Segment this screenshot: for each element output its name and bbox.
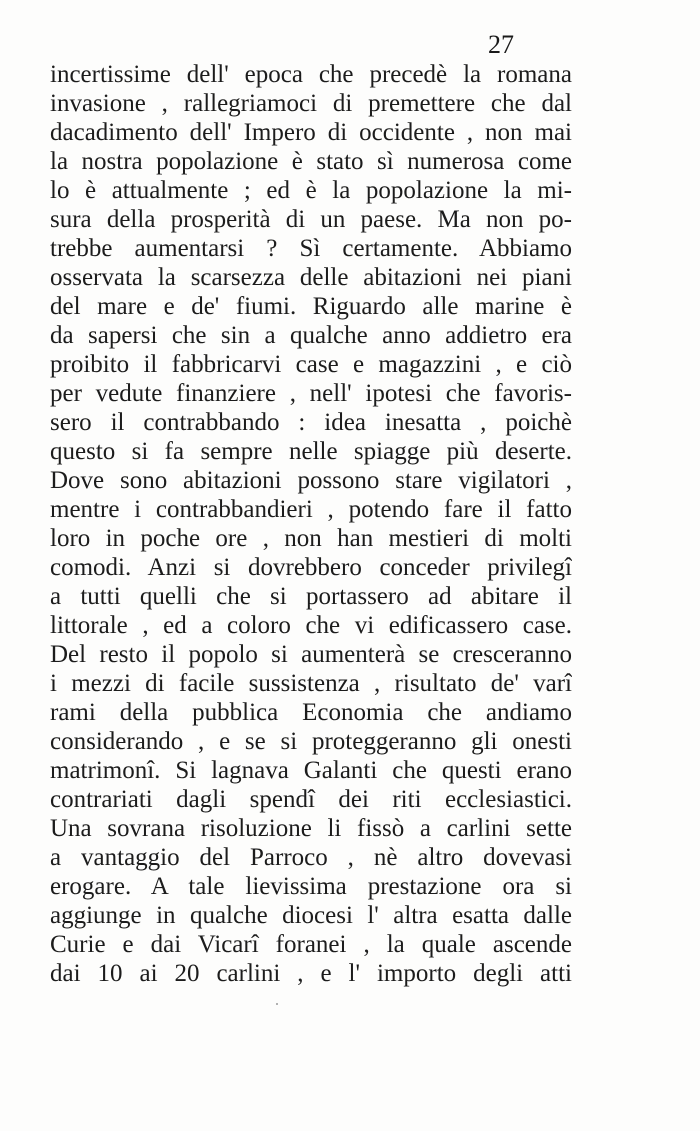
text-line: matrimonî. Si lagnava Galanti che questi erano [50, 757, 572, 784]
text-line: Del resto il popolo si aumenterà se cresceranno [50, 641, 572, 668]
text-line: trebbe aumentarsi ? Sì certamente. Abbiamo [50, 235, 572, 262]
text-line: i mezzi di facile sussistenza , risultato de' varî [50, 670, 572, 697]
text-line: dai 10 ai 20 carlini , e l' importo degli atti [50, 960, 572, 987]
text-line: aggiunge in qualche diocesi l' altra esatta dalle [50, 902, 572, 929]
text-line: considerando , e se si proteggeranno gli onesti [50, 728, 572, 755]
text-line: mentre i contrabbandieri , potendo fare il fatto [50, 496, 572, 523]
text-line: incertissime dell' epoca che precedè la romana [50, 61, 572, 88]
text-line: Dove sono abitazioni possono stare vigilatori , [50, 467, 572, 494]
text-line: del mare e de' fiumi. Riguardo alle marine è [50, 293, 572, 320]
text-line: loro in poche ore , non han mestieri di molti [50, 525, 572, 552]
text-line: lo è attualmente ; ed è la popolazione la mi- [50, 177, 572, 204]
text-line: sero il contrabbando : idea inesatta , poichè [50, 409, 572, 436]
text-line: sura della prosperità di un paese. Ma non po- [50, 206, 572, 233]
text-line: dacadimento dell' Impero di occidente , non mai [50, 119, 572, 146]
text-line: littorale , ed a coloro che vi edificassero case. [50, 612, 572, 639]
text-line: comodi. Anzi si dovrebbero conceder privilegî [50, 554, 572, 581]
text-line: osservata la scarsezza delle abitazioni nei piani [50, 264, 572, 291]
text-line: erogare. A tale lievissima prestazione ora si [50, 873, 572, 900]
text-line: a vantaggio del Parroco , nè altro dovevasi [50, 844, 572, 871]
text-line: Curie e dai Vicarî foranei , la quale ascende [50, 931, 572, 958]
text-line: da sapersi che sin a qualche anno addietro era [50, 322, 572, 349]
text-line: questo si fa sempre nelle spiagge più deserte. [50, 438, 572, 465]
text-line: per vedute finanziere , nell' ipotesi che favoris- [50, 380, 572, 407]
text-line: invasione , rallegriamoci di premettere che dal [50, 90, 572, 117]
text-line: la nostra popolazione è stato sì numerosa come [50, 148, 572, 175]
text-line: a tutti quelli che si portassero ad abitare il [50, 583, 572, 610]
page-number: 27 [488, 30, 514, 59]
paper-speck [276, 1003, 278, 1005]
text-line: rami della pubblica Economia che andiamo [50, 699, 572, 726]
body-text [50, 60, 572, 988]
text-line: Una sovrana risoluzione li fissò a carlini sette [50, 815, 572, 842]
text-line: contrariati dagli spendî dei riti ecclesiastici. [50, 786, 572, 813]
text-line: proibito il fabbricarvi case e magazzini , e ciò [50, 351, 572, 378]
